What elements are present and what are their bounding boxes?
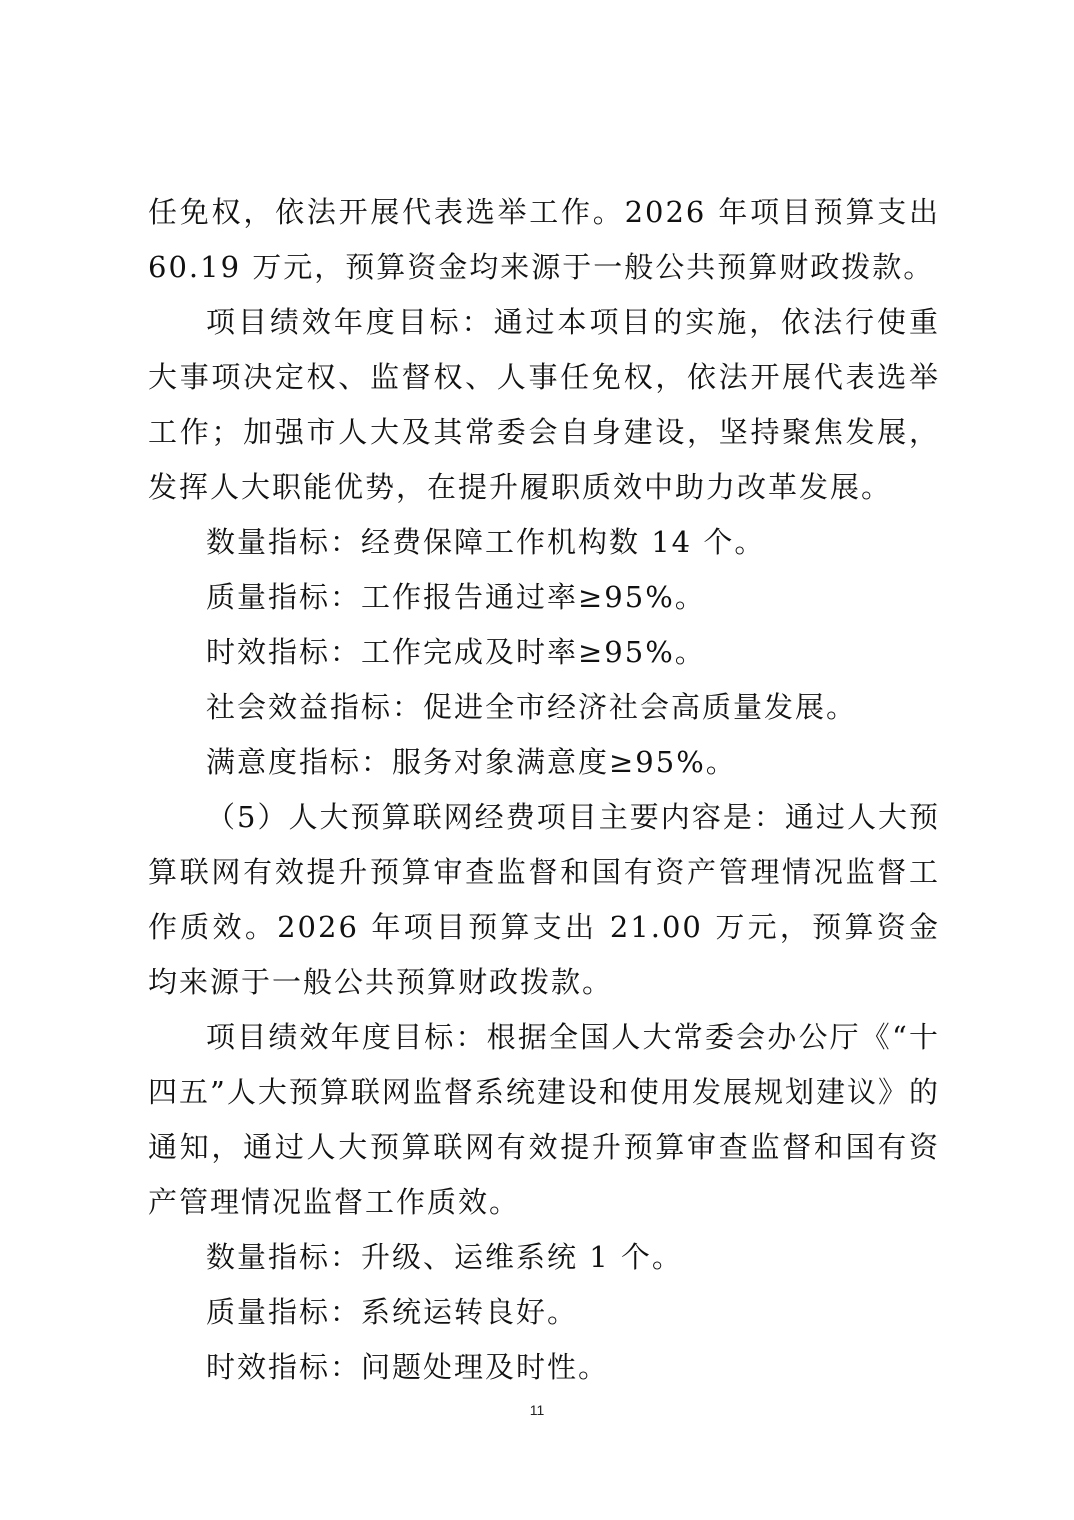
paragraph-4: 质量指标：工作报告通过率≥95%。 xyxy=(206,580,706,614)
paragraph-10: 数量指标：升级、运维系统 1 个。 xyxy=(206,1240,683,1274)
paragraph-9: 项目绩效年度目标：根据全国人大常委会办公厅《“十四五”人大预算联网监督系统建设和使用发展规划建议》的通知，通过人大预算联网有效提升预算审查监督和国有资产管理情况监督工作质效。 xyxy=(148,1020,940,1219)
paragraph-8: （5）人大预算联网经费项目主要内容是：通过人大预算联网有效提升预算审查监督和国有资产管理情况监督工作质效。2026 年项目预算支出 21.00 万元，预算资金均来源于一般公共预算财政拨款。 xyxy=(148,800,940,999)
body-text xyxy=(148,185,940,1395)
paragraph-6: 社会效益指标：促进全市经济社会高质量发展。 xyxy=(206,690,858,724)
paragraph-2: 项目绩效年度目标：通过本项目的实施，依法行使重大事项决定权、监督权、人事任免权，依法开展代表选举工作；加强市人大及其常委会自身建设，坚持聚焦发展，发挥人大职能优势，在提升履职质效中助力改革发展。 xyxy=(148,305,940,504)
paragraph-7: 满意度指标：服务对象满意度≥95%。 xyxy=(206,745,737,779)
paragraph-1: 任免权，依法开展代表选举工作。2026 年项目预算支出 60.19 万元，预算资金均来源于一般公共预算财政拨款。 xyxy=(148,195,940,284)
paragraph-3: 数量指标：经费保障工作机构数 14 个。 xyxy=(206,525,766,559)
paragraph-12: 时效指标：问题处理及时性。 xyxy=(206,1350,610,1384)
paragraph-11: 质量指标：系统运转良好。 xyxy=(206,1295,579,1329)
page-number: 11 xyxy=(529,1402,545,1418)
paragraph-5: 时效指标：工作完成及时率≥95%。 xyxy=(206,635,706,669)
